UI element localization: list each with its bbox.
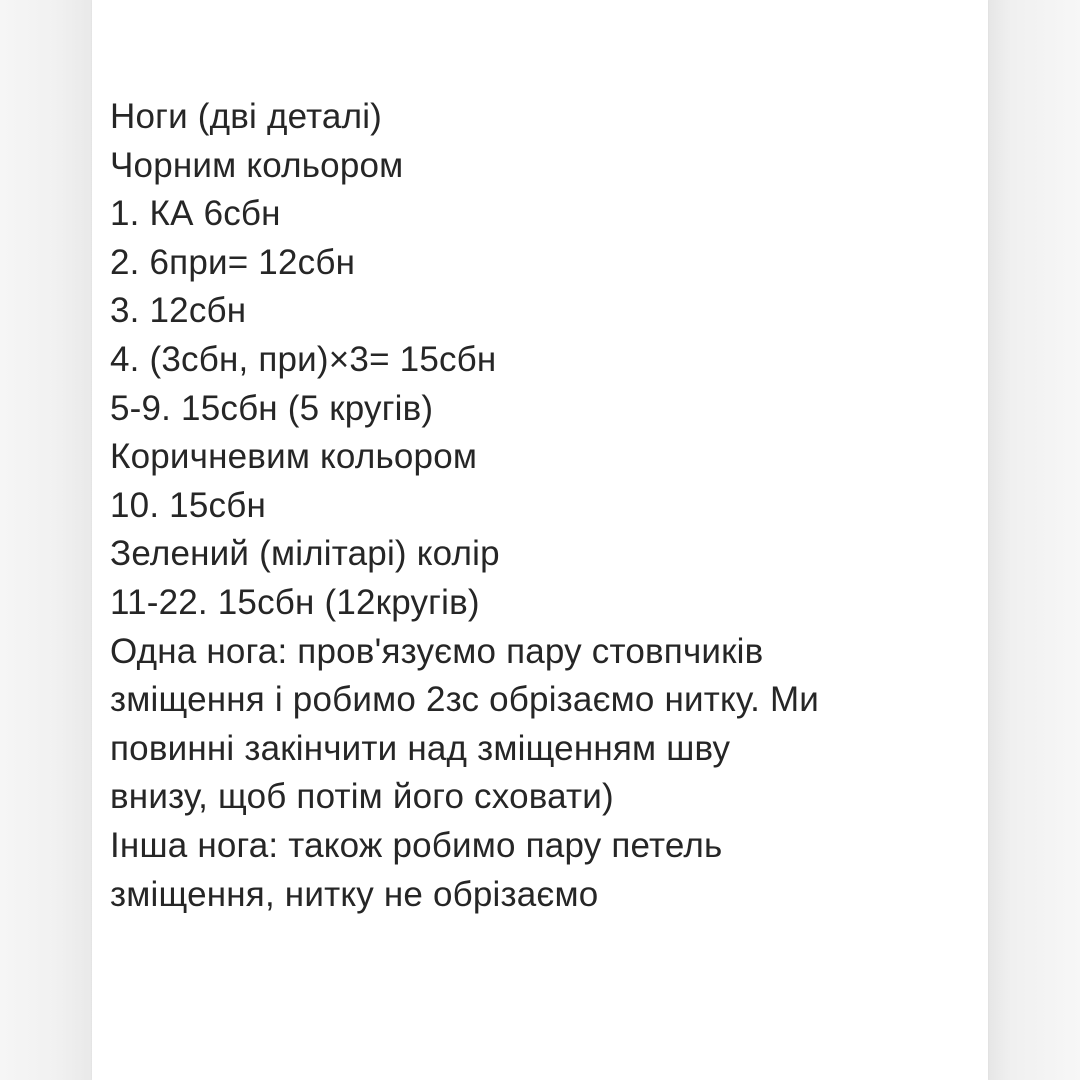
note-text-body[interactable] bbox=[110, 93, 970, 919]
note-line-row-10: 10. 15сбн bbox=[110, 485, 266, 525]
note-line-row-2: 2. 6при= 12сбн bbox=[110, 242, 356, 282]
note-line-rows-11-22: 11-22. 15сбн (12кругів) bbox=[110, 582, 480, 622]
note-line-row-3: 3. 12сбн bbox=[110, 291, 247, 331]
note-line-color-black: Чорним кольором bbox=[110, 145, 404, 185]
note-line-rows-5-9: 5-9. 15сбн (5 кругів) bbox=[110, 388, 434, 428]
note-line-one-leg-2: зміщення і робимо 2зс обрізаємо нитку. Ми bbox=[110, 680, 820, 720]
right-background-margin bbox=[988, 0, 1080, 1080]
note-line-one-leg-3: повинні закінчити над зміщенням шву bbox=[110, 728, 731, 768]
note-line-row-4: 4. (3сбн, при)×3= 15сбн bbox=[110, 339, 497, 379]
note-line-title: Ноги (дві деталі) bbox=[110, 97, 383, 136]
note-line-row-1: 1. КА 6сбн bbox=[110, 194, 281, 234]
left-background-margin bbox=[0, 0, 92, 1080]
note-line-color-brown: Коричневим кольором bbox=[110, 437, 478, 477]
note-line-color-green: Зелений (мілітарі) колір bbox=[110, 534, 500, 574]
note-line-other-leg-1: Інша нога: також робимо пару петель bbox=[110, 825, 723, 865]
note-line-one-leg-1: Одна нога: пров'язуємо пару стовпчиків bbox=[110, 631, 764, 671]
note-line-other-leg-2: зміщення, нитку не обрізаємо bbox=[110, 874, 599, 914]
note-line-one-leg-4: внизу, щоб потім його сховати) bbox=[110, 777, 614, 817]
